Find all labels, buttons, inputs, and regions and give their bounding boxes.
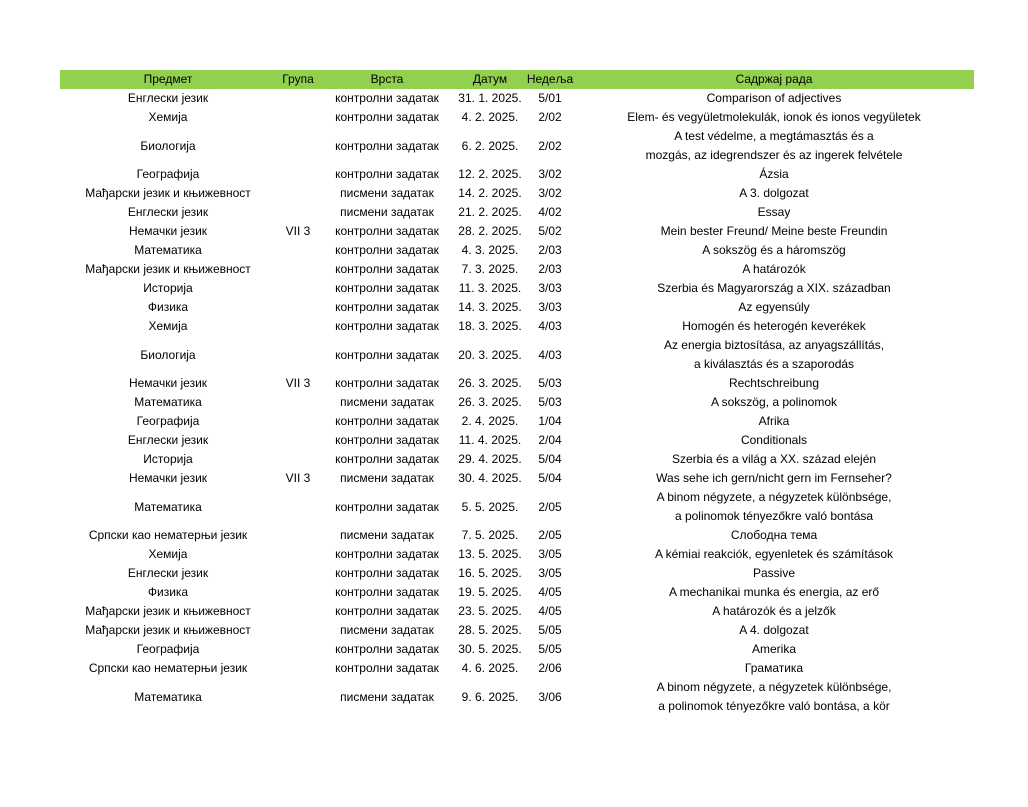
cell-subject: Географија [136,167,200,181]
content-line: Az energia biztosítása, az anyagszállítás, [663,338,885,352]
table-row [60,108,974,127]
cell-week: 1/04 [538,414,562,428]
cell-type: писмени задатак [340,471,434,485]
content-line: Szerbia és Magyarország a XIX. században [657,281,891,295]
content-line: Az egyensúly [738,300,810,314]
content-line: Rechtschreibung [728,376,820,390]
cell-week: 3/03 [538,300,562,314]
cell-content [574,108,974,127]
cell-subject: Математика [134,499,202,514]
cell-date: 13. 5. 2025. [458,547,522,561]
cell-group [276,526,320,545]
cell-week: 5/03 [538,395,562,409]
cell-subject: Математика [134,243,202,257]
cell-group [276,165,320,184]
cell-date: 23. 5. 2025. [458,604,522,618]
content-line: Passive [752,566,796,580]
cell-date: 18. 3. 2025. [458,319,522,333]
cell-subject: Географија [136,414,200,428]
cell-date: 26. 3. 2025. [458,376,522,390]
cell-type: писмени задатак [340,395,434,409]
cell-subject: Енглески језик [127,91,209,105]
content-line: A 3. dolgozat [739,186,809,200]
header-type: Врста [320,70,454,89]
cell-subject: Српски као нематерњи језик [88,661,248,675]
cell-date: 28. 2. 2025. [458,224,522,238]
content-line: a polinomok tényezőkre való bontása [674,509,874,523]
content-line: A 4. dolgozat [739,623,809,637]
schedule-sheet [60,70,974,716]
cell-date: 30. 5. 2025. [458,642,522,656]
cell-group [276,336,320,374]
cell-content [574,336,974,374]
cell-date: 9. 6. 2025. [461,689,519,704]
cell-subject: Хемија [148,547,188,561]
cell-week: 5/05 [538,642,562,656]
cell-group: VII 3 [285,376,311,390]
cell-content [574,241,974,260]
table-row [60,412,974,431]
cell-week: 4/05 [538,585,562,599]
cell-group [276,127,320,165]
cell-subject: Мађарски језик и књижевност [85,262,251,276]
cell-content [574,621,974,640]
table-row [60,374,974,393]
cell-date: 12. 2. 2025. [458,167,522,181]
cell-week: 5/04 [538,452,562,466]
table-row [60,127,974,165]
table-row [60,241,974,260]
cell-week: 4/03 [538,319,562,333]
test-schedule-table [60,70,974,716]
cell-content [574,678,974,716]
content-line: A binom négyzete, a négyzetek különbsége, [656,490,892,504]
cell-group [276,545,320,564]
table-row [60,564,974,583]
cell-week: 5/05 [538,623,562,637]
table-body [60,89,974,716]
cell-week: 2/02 [538,138,562,153]
cell-type: контролни задатак [335,376,439,390]
content-line: A határozók [742,262,806,276]
table-row [60,222,974,241]
cell-content [574,393,974,412]
cell-week: 3/02 [538,167,562,181]
cell-content [574,488,974,526]
cell-week: 3/02 [538,186,562,200]
cell-subject: Немачки језик [128,224,208,238]
cell-type: писмени задатак [340,689,434,704]
cell-date: 6. 2. 2025. [461,138,519,153]
table-row [60,393,974,412]
cell-content [574,222,974,241]
table-header [60,70,974,89]
cell-group [276,488,320,526]
cell-subject: Историја [143,281,193,295]
cell-type: контролни задатак [335,138,439,153]
cell-group [276,393,320,412]
content-line: a polinomok tényezőkre való bontása, a kör [658,699,890,713]
table-row [60,545,974,564]
cell-date: 5. 5. 2025. [461,499,519,514]
cell-content [574,469,974,488]
cell-week: 2/03 [538,243,562,257]
table-row [60,260,974,279]
cell-content [574,450,974,469]
cell-week: 2/05 [538,499,562,514]
cell-type: контролни задатак [335,433,439,447]
cell-group [276,184,320,203]
cell-type: контролни задатак [335,91,439,105]
content-line: A sokszög, a polinomok [710,395,838,409]
content-line: Was sehe ich gern/nicht gern im Fernseher? [656,471,892,485]
content-line: A test védelme, a megtámasztás és a [674,129,874,143]
cell-subject: Српски као нематерњи језик [88,528,248,542]
cell-type: контролни задатак [335,347,439,362]
content-line: A sokszög és a háromszög [702,243,846,257]
cell-week: 2/05 [538,528,562,542]
cell-type: контролни задатак [335,281,439,295]
table-row [60,184,974,203]
cell-date: 7. 3. 2025. [461,262,519,276]
header-week: Недеља [526,70,574,89]
cell-date: 4. 2. 2025. [461,110,519,124]
content-line: A mechanikai munka és energia, az erő [668,585,880,599]
header-row [60,70,974,89]
cell-week: 5/04 [538,471,562,485]
cell-content [574,279,974,298]
cell-group [276,678,320,716]
cell-content [574,89,974,108]
table-row [60,678,974,716]
cell-subject: Немачки језик [128,471,208,485]
cell-subject: Мађарски језик и књижевност [85,186,251,200]
cell-date: 2. 4. 2025. [461,414,519,428]
cell-week: 3/06 [538,689,562,704]
cell-subject: Немачки језик [128,376,208,390]
cell-date: 30. 4. 2025. [458,471,522,485]
cell-type: писмени задатак [340,186,434,200]
cell-week: 3/03 [538,281,562,295]
cell-type: писмени задатак [340,205,434,219]
cell-date: 29. 4. 2025. [458,452,522,466]
content-line: Szerbia és a világ a XX. század elején [671,452,877,466]
table-row [60,659,974,678]
cell-week: 5/02 [538,224,562,238]
content-line: Elem- és vegyületmolekulák, ionok és ionos vegyületek [627,110,921,124]
cell-group [276,640,320,659]
cell-date: 11. 4. 2025. [458,433,522,447]
content-line: Conditionals [740,433,808,447]
cell-group [276,583,320,602]
content-line: Слободна тема [730,528,818,542]
table-row [60,526,974,545]
cell-content [574,564,974,583]
cell-content [574,165,974,184]
cell-date: 14. 3. 2025. [458,300,522,314]
cell-type: контролни задатак [335,414,439,428]
cell-content [574,412,974,431]
cell-subject: Математика [134,395,202,409]
cell-group [276,89,320,108]
cell-type: контролни задатак [335,319,439,333]
cell-type: писмени задатак [340,528,434,542]
cell-subject: Историја [143,452,193,466]
cell-group: VII 3 [285,471,311,485]
table-row [60,203,974,222]
table-row [60,583,974,602]
cell-date: 26. 3. 2025. [458,395,522,409]
cell-subject: Физика [147,585,189,599]
content-line: A határozók és a jelzők [712,604,836,618]
cell-week: 3/05 [538,566,562,580]
table-row [60,469,974,488]
cell-type: контролни задатак [335,585,439,599]
cell-group [276,564,320,583]
cell-subject: Хемија [148,110,188,124]
cell-type: контролни задатак [335,167,439,181]
content-line: A kémiai reakciók, egyenletek és számítások [654,547,894,561]
table-row [60,621,974,640]
header-group: Група [276,70,320,89]
cell-type: писмени задатак [340,623,434,637]
cell-week: 4/05 [538,604,562,618]
cell-type: контролни задатак [335,499,439,514]
cell-date: 19. 5. 2025. [458,585,522,599]
cell-subject: Биологија [140,347,196,362]
cell-subject: Хемија [148,319,188,333]
cell-subject: Биологија [140,138,196,153]
content-line: Afrika [758,414,790,428]
table-row [60,279,974,298]
cell-content [574,184,974,203]
cell-group [276,260,320,279]
content-line: mozgás, az idegrendszer és az ingerek felvétele [645,148,903,162]
cell-type: контролни задатак [335,452,439,466]
cell-date: 21. 2. 2025. [458,205,522,219]
table-row [60,165,974,184]
cell-subject: Мађарски језик и књижевност [85,604,251,618]
cell-type: контролни задатак [335,547,439,561]
table-row [60,317,974,336]
cell-content [574,203,974,222]
cell-date: 7. 5. 2025. [461,528,519,542]
cell-subject: Географија [136,642,200,656]
cell-subject: Физика [147,300,189,314]
cell-type: контролни задатак [335,224,439,238]
cell-group [276,621,320,640]
cell-group [276,241,320,260]
cell-week: 4/02 [538,205,562,219]
table-row [60,450,974,469]
cell-date: 14. 2. 2025. [458,186,522,200]
cell-week: 2/04 [538,433,562,447]
cell-date: 31. 1. 2025. [458,91,522,105]
cell-subject: Мађарски језик и књижевност [85,623,251,637]
cell-group: VII 3 [285,224,311,238]
cell-content [574,640,974,659]
cell-group [276,279,320,298]
cell-subject: Математика [134,689,202,704]
content-line: A binom négyzete, a négyzetek különbsége, [656,680,892,694]
cell-content [574,659,974,678]
content-line: Comparison of adjectives [706,91,842,105]
cell-week: 2/06 [538,661,562,675]
cell-content [574,545,974,564]
table-row [60,298,974,317]
cell-group [276,431,320,450]
table-row [60,640,974,659]
cell-content [574,431,974,450]
cell-group [276,450,320,469]
cell-subject: Енглески језик [127,205,209,219]
cell-group [276,412,320,431]
cell-content [574,374,974,393]
cell-date: 11. 3. 2025. [458,281,522,295]
cell-type: контролни задатак [335,566,439,580]
cell-type: контролни задатак [335,642,439,656]
cell-date: 4. 6. 2025. [461,661,519,675]
cell-week: 4/03 [538,347,562,362]
cell-date: 16. 5. 2025. [458,566,522,580]
header-subject: Предмет [60,70,276,89]
cell-content [574,526,974,545]
cell-week: 2/03 [538,262,562,276]
cell-type: контролни задатак [335,604,439,618]
content-line: Essay [757,205,791,219]
cell-type: контролни задатак [335,110,439,124]
cell-type: контролни задатак [335,262,439,276]
table-row [60,431,974,450]
table-row [60,336,974,374]
cell-group [276,659,320,678]
cell-content [574,317,974,336]
cell-date: 4. 3. 2025. [461,243,519,257]
content-line: Граматика [744,661,804,675]
cell-subject: Енглески језик [127,433,209,447]
cell-content [574,127,974,165]
cell-week: 5/01 [538,91,562,105]
cell-group [276,203,320,222]
cell-content [574,583,974,602]
content-line: Homogén és heterogén keverékek [682,319,866,333]
content-line: Mein bester Freund/ Meine beste Freundin [660,224,888,238]
content-line: Ázsia [759,167,789,181]
table-row [60,602,974,621]
cell-type: контролни задатак [335,243,439,257]
header-content: Садржај рада [574,70,974,89]
cell-content [574,260,974,279]
cell-week: 3/05 [538,547,562,561]
cell-week: 2/02 [538,110,562,124]
cell-content [574,602,974,621]
cell-type: контролни задатак [335,300,439,314]
cell-group [276,108,320,127]
table-row [60,89,974,108]
header-date: Датум [454,70,526,89]
cell-group [276,298,320,317]
content-line: a kiválasztás és a szaporodás [693,357,855,371]
cell-group [276,602,320,621]
cell-content [574,298,974,317]
cell-group [276,317,320,336]
cell-week: 5/03 [538,376,562,390]
table-row [60,488,974,526]
cell-subject: Енглески језик [127,566,209,580]
cell-type: контролни задатак [335,661,439,675]
cell-date: 20. 3. 2025. [458,347,522,362]
content-line: Amerika [751,642,796,656]
cell-date: 28. 5. 2025. [458,623,522,637]
